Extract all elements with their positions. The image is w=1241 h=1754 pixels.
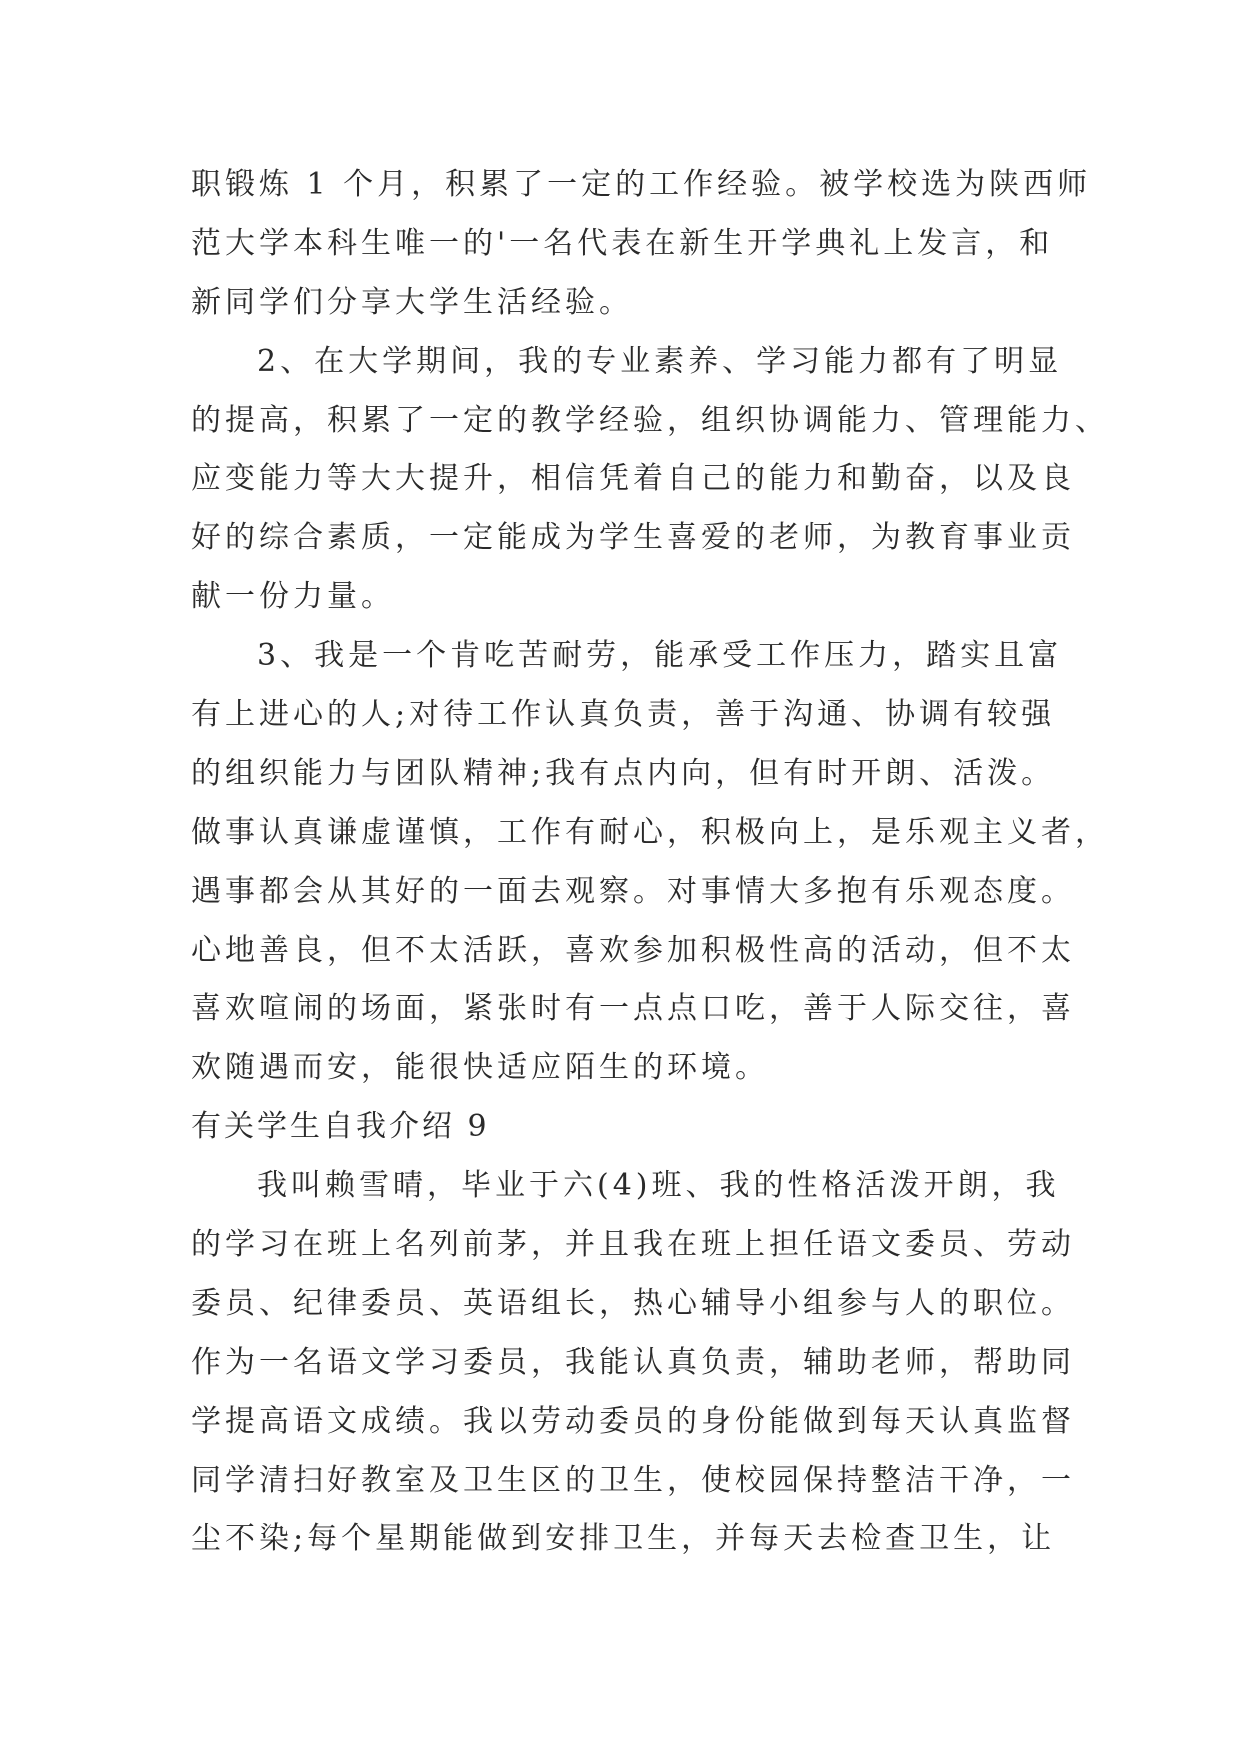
text-line: 欢随遇而安，能很快适应陌生的环境。 — [191, 1050, 769, 1086]
text-line: 做事认真谦虚谨慎，工作有耐心，积极向上，是乐观主义者， — [191, 814, 1109, 850]
text-line: 同学清扫好教室及卫生区的卫生，使校园保持整洁干净，一 — [191, 1462, 1075, 1498]
text-line: 遇事都会从其好的一面去观察。对事情大多抱有乐观态度。 — [191, 873, 1075, 909]
text-line: 尘不染;每个星期能做到安排卫生，并每天去检查卫生，让 — [191, 1521, 1056, 1557]
text-line: 学提高语文成绩。我以劳动委员的身份能做到每天认真监督 — [191, 1403, 1075, 1439]
text-line: 喜欢喧闹的场面，紧张时有一点点口吃，善于人际交往，喜 — [191, 991, 1075, 1027]
text-line: 心地善良，但不太活跃，喜欢参加积极性高的活动，但不太 — [191, 932, 1075, 968]
text-line: 好的综合素质，一定能成为学生喜爱的老师，为教育事业贡 — [191, 520, 1075, 556]
text-line: 有上进心的人;对待工作认真负责，善于沟通、协调有较强 — [191, 697, 1056, 733]
text-line: 我叫赖雪晴，毕业于六(4)班、我的性格活泼开朗，我 — [257, 1168, 1060, 1204]
text-line: 的提高，积累了一定的教学经验，组织协调能力、管理能力、 — [191, 402, 1109, 438]
text-line: 职锻炼 1 个月，积累了一定的工作经验。被学校选为陕西师 — [191, 167, 1092, 202]
text-line: 新同学们分享大学生活经验。 — [191, 284, 633, 320]
text-line: 的组织能力与团队精神;我有点内向，但有时开朗、活泼。 — [191, 755, 1056, 791]
text-line: 委员、纪律委员、英语组长，热心辅导小组参与人的职位。 — [191, 1285, 1075, 1321]
text-line: 2、在大学期间，我的专业素养、学习能力都有了明显 — [257, 343, 1063, 379]
section-heading: 有关学生自我介绍 9 — [191, 1109, 490, 1145]
text-line: 范大学本科生唯一的'一名代表在新生开学典礼上发言，和 — [191, 225, 1054, 261]
text-line: 的学习在班上名列前茅，并且我在班上担任语文委员、劳动 — [191, 1227, 1075, 1263]
document-body — [191, 156, 1109, 1569]
text-line: 应变能力等大大提升，相信凭着自己的能力和勤奋，以及良 — [191, 461, 1075, 497]
text-line: 3、我是一个肯吃苦耐劳，能承受工作压力，踏实且富 — [257, 638, 1063, 674]
text-line: 作为一名语文学习委员，我能认真负责，辅助老师，帮助同 — [191, 1344, 1075, 1380]
text-line: 献一份力量。 — [191, 579, 395, 615]
